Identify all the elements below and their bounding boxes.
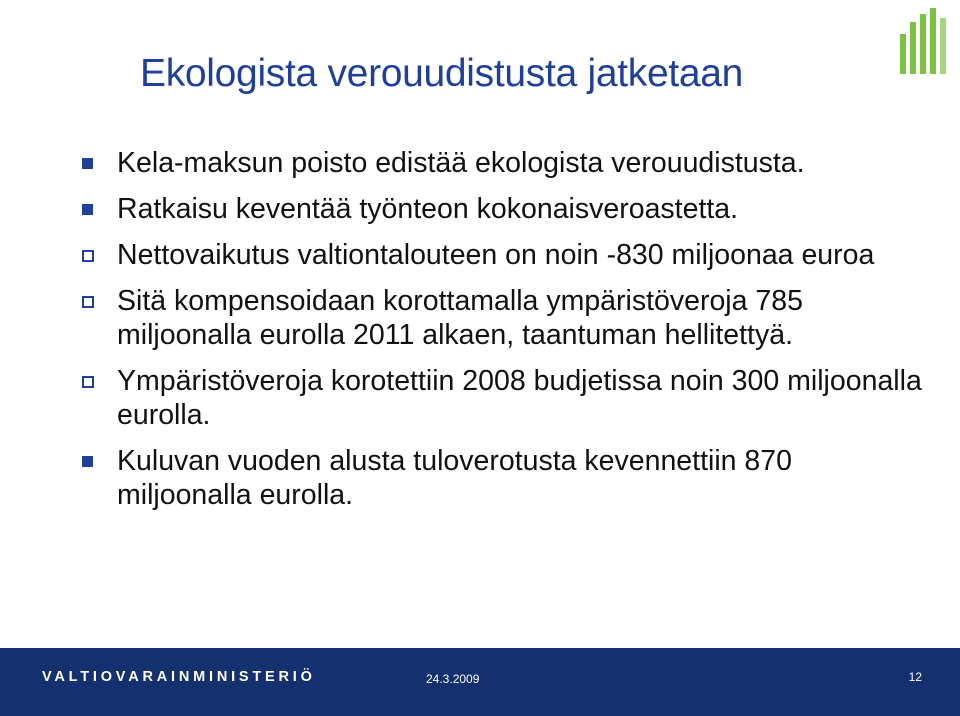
- bullet-text: Kela-maksun poisto edistää ekologista verouudistusta.: [117, 147, 805, 179]
- hollow-square-bullet-icon: [82, 376, 94, 388]
- bullet-item: [82, 146, 922, 180]
- hollow-square-bullet-icon: [82, 296, 94, 308]
- square-bullet-icon: [82, 158, 93, 169]
- page-number: 12: [908, 670, 922, 684]
- ministry-logo-icon: [900, 8, 946, 74]
- footer-bar: [0, 648, 960, 716]
- bullet-item: [82, 284, 922, 352]
- bullet-text: Kuluvan vuoden alusta tuloverotusta kevennettiin 870 miljoonalla eurolla.: [117, 445, 792, 511]
- bullet-text: Sitä kompensoidaan korottamalla ympäristöveroja 785 miljoonalla eurolla 2011 alkaen, taantuman hellitettyä.: [117, 285, 803, 351]
- square-bullet-icon: [82, 456, 93, 467]
- bullet-item: [82, 364, 922, 432]
- bullet-text: Ympäristöveroja korotettiin 2008 budjetissa noin 300 miljoonalla eurolla.: [117, 365, 922, 431]
- bullet-item: [82, 238, 922, 272]
- slide-title: Ekologista verouudistusta jatketaan: [140, 52, 744, 95]
- hollow-square-bullet-icon: [82, 250, 94, 262]
- bullet-item: [82, 444, 922, 512]
- bullet-text: Nettovaikutus valtiontalouteen on noin -830 miljoonaa euroa: [117, 239, 875, 271]
- organization-name: VALTIOVARAINMINISTERIÖ: [42, 669, 316, 685]
- bullet-item: [82, 192, 922, 226]
- bullet-text: Ratkaisu keventää työnteon kokonaisveroastetta.: [117, 193, 739, 225]
- square-bullet-icon: [82, 204, 93, 215]
- slide-date: 24.3.2009: [426, 672, 480, 686]
- bullet-list: [82, 146, 922, 512]
